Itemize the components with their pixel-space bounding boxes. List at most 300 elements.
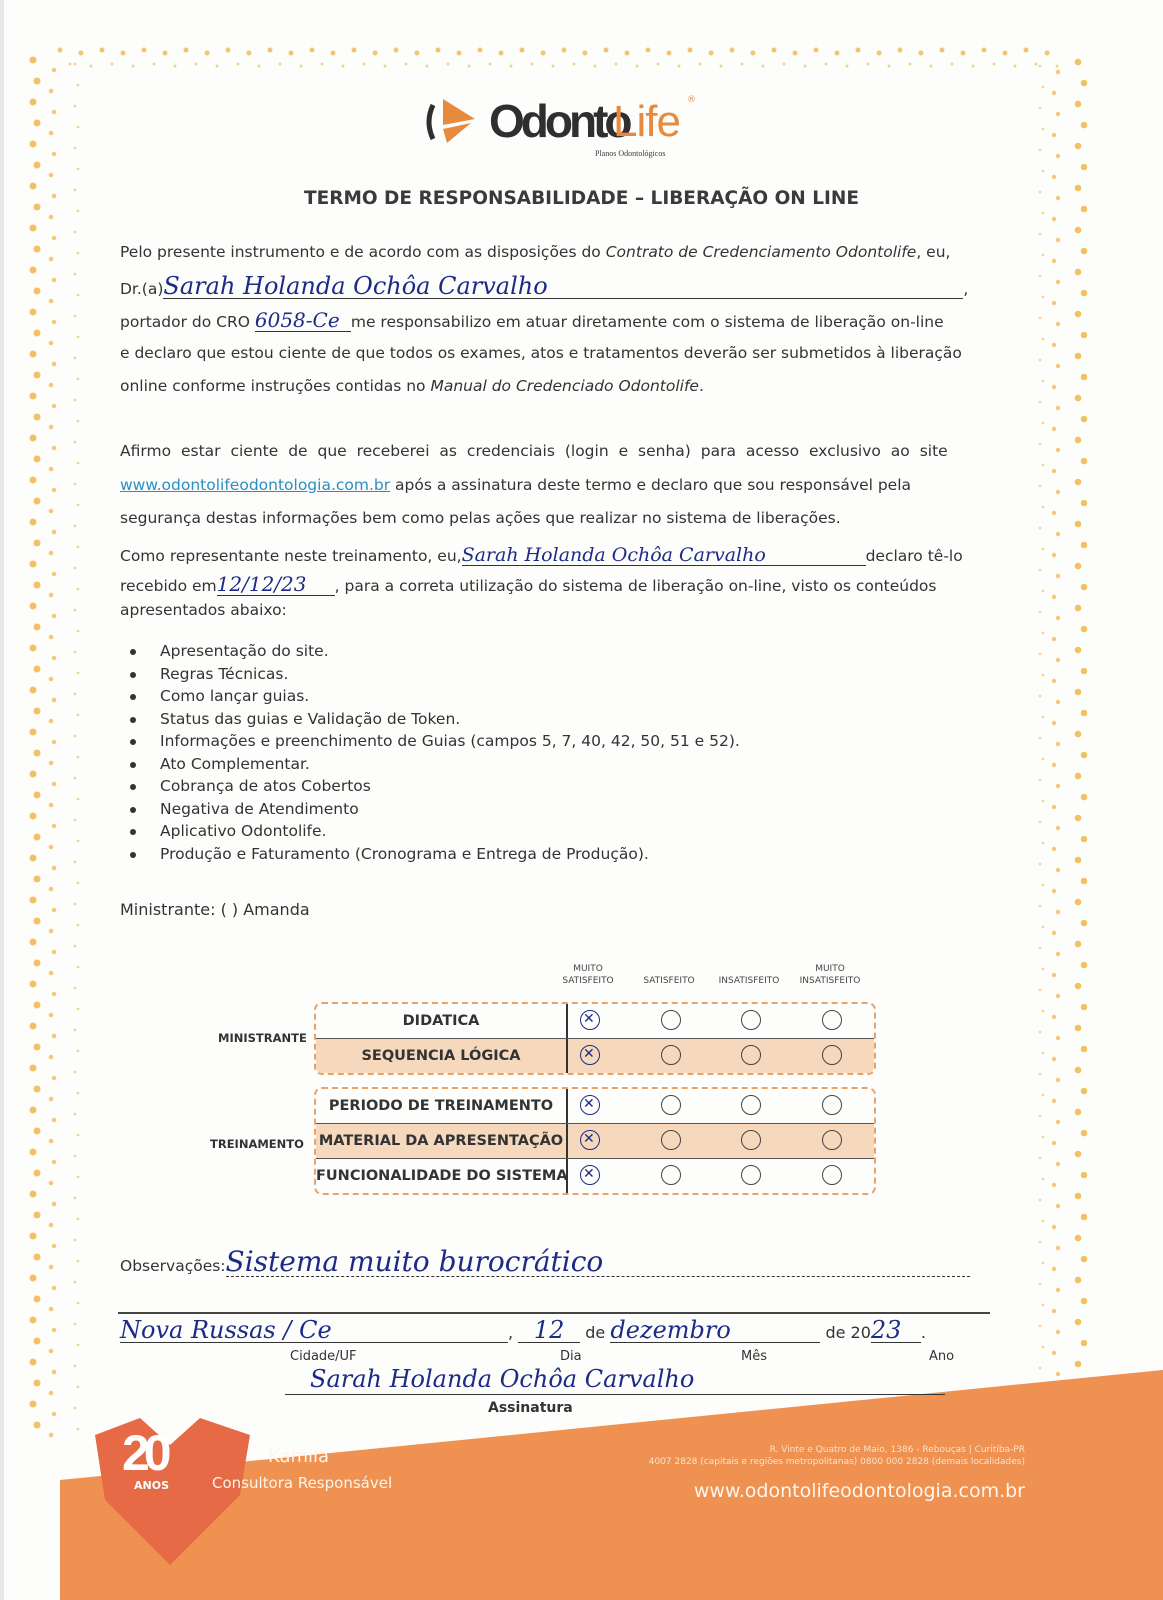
decorative-dot xyxy=(52,110,57,115)
decorative-dot xyxy=(49,1013,54,1018)
p1-line4: e declaro que estou ciente de que todos os exames, atos e tratamentos deverão ser submetidos à liberação xyxy=(120,344,962,362)
decorative-dot xyxy=(77,336,80,339)
decorative-dot xyxy=(30,1065,37,1072)
decorative-dot xyxy=(52,152,57,157)
topic-text: Regras Técnicas. xyxy=(160,664,289,683)
decorative-dot xyxy=(77,462,80,465)
radio-option-checked[interactable] xyxy=(580,1010,600,1030)
de-text-1: de xyxy=(585,1323,606,1342)
decorative-dot xyxy=(77,672,80,675)
decorative-dot xyxy=(1081,1214,1088,1221)
decorative-dot xyxy=(30,99,37,106)
decorative-dot xyxy=(34,540,41,547)
decorative-dot xyxy=(1052,1267,1056,1271)
radio-option[interactable] xyxy=(822,1165,842,1185)
decorative-dot xyxy=(1075,1067,1082,1074)
decorative-dot xyxy=(1042,800,1045,803)
decorative-dot xyxy=(77,1050,80,1053)
decorative-dot xyxy=(1042,128,1045,131)
year-field[interactable] xyxy=(871,1318,921,1343)
dr-name-field[interactable] xyxy=(163,274,963,299)
decorative-dot xyxy=(52,824,57,829)
decorative-dot xyxy=(1042,632,1045,635)
consultant-role: Consultora Responsável xyxy=(212,1474,393,1492)
decorative-dot xyxy=(1042,674,1045,677)
decorative-dot xyxy=(52,1286,57,1291)
decorative-dot xyxy=(1056,70,1060,74)
registered-mark: ® xyxy=(687,95,696,105)
topic-item xyxy=(130,843,740,866)
p1-line1 xyxy=(120,242,950,262)
decorative-dot xyxy=(49,341,54,346)
decorative-dot xyxy=(1056,154,1060,158)
decorative-dot xyxy=(373,51,378,56)
radio-option-checked[interactable] xyxy=(580,1130,600,1150)
decorative-dot xyxy=(174,65,177,68)
decorative-dot xyxy=(77,714,80,717)
decorative-dot xyxy=(30,435,37,442)
decorative-dot xyxy=(74,315,77,318)
decorative-dot xyxy=(1039,1073,1042,1076)
decorative-dot xyxy=(49,719,54,724)
decorative-dot xyxy=(49,887,54,892)
topic-item xyxy=(130,685,740,708)
decorative-dot xyxy=(77,168,80,171)
decorative-dot xyxy=(1081,1046,1088,1053)
decorative-dot xyxy=(562,48,567,53)
decorative-dot xyxy=(49,845,54,850)
city-field[interactable] xyxy=(120,1318,508,1343)
decorative-dot xyxy=(74,1155,77,1158)
decorative-dot xyxy=(1042,968,1045,971)
decorative-dot xyxy=(34,582,41,589)
decorative-dot xyxy=(1075,563,1082,570)
decorative-dot xyxy=(77,1344,80,1347)
decorative-dot xyxy=(34,330,41,337)
decorative-dot xyxy=(1081,878,1088,885)
decorative-dot xyxy=(52,1244,57,1249)
rating-row-label: SEQUENCIA LÓGICA xyxy=(316,1039,568,1073)
bullet-icon xyxy=(130,694,136,700)
decorative-dot xyxy=(1052,427,1056,431)
decorative-dot xyxy=(709,51,714,56)
decorative-dot xyxy=(49,383,54,388)
decorative-dot xyxy=(74,567,77,570)
column-header xyxy=(543,963,633,987)
decorative-dot xyxy=(541,51,546,56)
radio-option-checked[interactable] xyxy=(580,1165,600,1185)
decorative-dot xyxy=(1039,485,1042,488)
radio-option-checked[interactable] xyxy=(580,1095,600,1115)
radio-option[interactable] xyxy=(741,1165,761,1185)
decorative-dot xyxy=(34,1128,41,1135)
decorative-dot xyxy=(237,63,240,66)
decorative-dot xyxy=(1056,1288,1060,1292)
decorative-dot xyxy=(1042,716,1045,719)
decorative-dot xyxy=(1075,605,1082,612)
decorative-dot xyxy=(1081,248,1088,255)
decorative-dot xyxy=(1014,65,1017,68)
decorative-dot xyxy=(1042,1304,1045,1307)
decorative-dot xyxy=(363,63,366,66)
decorative-dot xyxy=(1056,1246,1060,1250)
decorative-dot xyxy=(1052,1057,1056,1061)
decorative-dot xyxy=(1039,905,1042,908)
decorative-dot xyxy=(52,1328,57,1333)
decorative-dot xyxy=(74,945,77,948)
decorative-dot xyxy=(74,1239,77,1242)
decorative-dot xyxy=(1075,731,1082,738)
radio-option[interactable] xyxy=(661,1010,681,1030)
decorative-dot xyxy=(74,1071,77,1074)
decorative-dot xyxy=(52,866,57,871)
decorative-dot xyxy=(30,1317,37,1324)
decorative-dot xyxy=(52,1160,57,1165)
p3-received-rest: , para a correta utilização do sistema de liberação on-line, visto os conteúdos xyxy=(334,577,937,595)
radio-option[interactable] xyxy=(822,1095,842,1115)
decorative-dot xyxy=(1081,1172,1088,1179)
decorative-dot xyxy=(142,48,147,53)
decorative-dot xyxy=(1052,175,1056,179)
rating-row-label: DIDATICA xyxy=(316,1004,568,1038)
decorative-dot xyxy=(1081,80,1088,87)
decorative-dot xyxy=(804,65,807,68)
decorative-dot xyxy=(34,1254,41,1261)
decorative-dot xyxy=(74,399,77,402)
observations-row xyxy=(120,1245,970,1278)
decorative-dot xyxy=(1075,353,1082,360)
rating-row-label: FUNCIONALIDADE DO SISTEMA xyxy=(316,1159,568,1193)
decorative-dot xyxy=(1052,721,1056,725)
decorative-dot xyxy=(52,908,57,913)
decorative-dot xyxy=(195,63,198,66)
decorative-dot xyxy=(1052,595,1056,599)
group-label-ministrante: MINISTRANTE xyxy=(218,1031,307,1045)
decorative-dot xyxy=(74,525,77,528)
decorative-dot xyxy=(49,467,54,472)
ministrante-option[interactable]: Ministrante: ( ) Amanda xyxy=(120,900,310,919)
radio-option[interactable] xyxy=(741,1010,761,1030)
decorative-dot xyxy=(30,351,37,358)
decorative-dot xyxy=(1075,647,1082,654)
footer-address-line: R. Vinte e Quatro de Maio, 1386 - Rebouças | Curitiba-PR xyxy=(769,1445,1025,1455)
topic-item xyxy=(130,640,740,663)
decorative-dot xyxy=(415,51,420,56)
decorative-dot xyxy=(1052,931,1056,935)
decorative-dot xyxy=(74,357,77,360)
decorative-dot xyxy=(30,1191,37,1198)
rating-row-label: MATERIAL DA APRESENTAÇÃO xyxy=(316,1124,568,1158)
decorative-dot xyxy=(49,173,54,178)
topic-item xyxy=(130,798,740,821)
decorative-dot xyxy=(258,65,261,68)
decorative-dot xyxy=(331,51,336,56)
decorative-dot xyxy=(1039,569,1042,572)
decorative-dot xyxy=(478,48,483,53)
decorative-dot xyxy=(1042,254,1045,257)
decorative-dot xyxy=(49,131,54,136)
decorative-dot xyxy=(489,63,492,66)
decorative-dot xyxy=(457,51,462,56)
site-link[interactable]: www.odontolifeodontologia.com.br xyxy=(120,476,391,494)
decorative-dot xyxy=(69,63,72,66)
decorative-dot xyxy=(384,65,387,68)
decorative-dot xyxy=(1081,1298,1088,1305)
p2-line2 xyxy=(120,475,911,495)
decorative-dot xyxy=(1052,1309,1056,1313)
decorative-dot xyxy=(30,981,37,988)
footer-url[interactable]: www.odontolifeodontologia.com.br xyxy=(693,1480,1025,1502)
decorative-dot xyxy=(1039,1115,1042,1118)
city-caption: Cidade/UF xyxy=(290,1349,357,1364)
bullet-icon xyxy=(130,762,136,768)
decorative-dot xyxy=(1042,1220,1045,1223)
decorative-dot xyxy=(1039,989,1042,992)
decorative-dot xyxy=(352,48,357,53)
decorative-dot xyxy=(1081,626,1088,633)
p2-line1: Afirmo estar ciente de que receberei as credenciais (login e senha) para acesso exclusivo ao site xyxy=(120,442,948,460)
radio-option[interactable] xyxy=(661,1095,681,1115)
decorative-dot xyxy=(77,924,80,927)
radio-option-checked[interactable] xyxy=(580,1045,600,1065)
decorative-dot xyxy=(77,882,80,885)
radio-option[interactable] xyxy=(741,1095,761,1115)
received-date-field[interactable] xyxy=(217,574,335,596)
decorative-dot xyxy=(52,446,57,451)
decorative-dot xyxy=(1039,1031,1042,1034)
decorative-dot xyxy=(1039,1199,1042,1202)
decorative-dot xyxy=(1042,1346,1045,1349)
decorative-dot xyxy=(52,698,57,703)
decorative-dot xyxy=(1042,86,1045,89)
decorative-dot xyxy=(34,1212,41,1219)
decorative-dot xyxy=(74,819,77,822)
decorative-dot xyxy=(1052,637,1056,641)
decorative-dot xyxy=(1081,416,1088,423)
topic-item xyxy=(130,775,740,798)
p1-line3 xyxy=(120,310,944,332)
decorative-dot xyxy=(153,63,156,66)
decorative-dot xyxy=(1075,1235,1082,1242)
radio-option[interactable] xyxy=(741,1045,761,1065)
decorative-dot xyxy=(74,609,77,612)
decorative-dot xyxy=(52,572,57,577)
decorative-dot xyxy=(1081,1256,1088,1263)
decorative-dot xyxy=(30,57,37,64)
decorative-dot xyxy=(77,378,80,381)
decorative-dot xyxy=(604,48,609,53)
decorative-dot xyxy=(1039,107,1042,110)
decorative-dot xyxy=(1042,506,1045,509)
decorative-dot xyxy=(30,645,37,652)
decorative-dot xyxy=(321,63,324,66)
representative-name-field[interactable] xyxy=(462,546,866,566)
decorative-dot xyxy=(1056,1204,1060,1208)
decorative-dot xyxy=(34,372,41,379)
manual-name: Manual do Credenciado Odontolife xyxy=(430,377,699,395)
city-value: Nova Russas / Ce xyxy=(120,1316,332,1344)
decorative-dot xyxy=(1042,590,1045,593)
decorative-dot xyxy=(30,771,37,778)
cro-field[interactable] xyxy=(255,310,351,332)
decorative-dot xyxy=(1052,553,1056,557)
decorative-dot xyxy=(1056,616,1060,620)
decorative-dot xyxy=(552,65,555,68)
decorative-dot xyxy=(1042,758,1045,761)
decorative-dot xyxy=(52,278,57,283)
rating-row xyxy=(316,1039,874,1073)
decorative-dot xyxy=(678,65,681,68)
decorative-dot xyxy=(1039,275,1042,278)
decorative-dot xyxy=(77,252,80,255)
decorative-dot xyxy=(1056,952,1060,956)
place-date-row: Nova Russas / Ce , 12 de dezembro de 2023 . xyxy=(120,1316,926,1344)
decorative-dot xyxy=(74,483,77,486)
decorative-dot xyxy=(77,294,80,297)
decorative-dot xyxy=(814,48,819,53)
radio-option[interactable] xyxy=(741,1130,761,1150)
dr-name-value: Sarah Holanda Ochôa Carvalho xyxy=(163,272,548,300)
decorative-dot xyxy=(30,267,37,274)
year-value: 23 xyxy=(870,1316,902,1344)
decorative-dot xyxy=(34,162,41,169)
decorative-dot xyxy=(34,414,41,421)
decorative-dot xyxy=(1081,920,1088,927)
decorative-dot xyxy=(1056,868,1060,872)
column-header-line1 xyxy=(704,963,794,975)
decorative-dot xyxy=(1075,227,1082,234)
decorative-dot xyxy=(77,1260,80,1263)
decorative-dot xyxy=(1081,962,1088,969)
dr-label: Dr.(a) xyxy=(120,280,164,298)
decorative-dot xyxy=(247,51,252,56)
decorative-dot xyxy=(49,299,54,304)
decorative-dot xyxy=(49,803,54,808)
decorative-dot xyxy=(1042,1094,1045,1097)
radio-option[interactable] xyxy=(661,1130,681,1150)
decorative-dot xyxy=(1081,752,1088,759)
decorative-dot xyxy=(74,861,77,864)
decorative-dot xyxy=(1042,296,1045,299)
decorative-dot xyxy=(30,519,37,526)
decorative-dot xyxy=(1039,65,1042,68)
column-header xyxy=(704,963,794,987)
decorative-dot xyxy=(49,509,54,514)
decorative-dot xyxy=(930,65,933,68)
decorative-dot xyxy=(1039,779,1042,782)
decorative-dot xyxy=(52,530,57,535)
observations-label: Observações: xyxy=(120,1257,226,1275)
radio-option[interactable] xyxy=(661,1045,681,1065)
decorative-dot xyxy=(52,404,57,409)
decorative-dot xyxy=(1039,317,1042,320)
rating-row xyxy=(316,1124,874,1159)
decorative-dot xyxy=(74,651,77,654)
day-value: 12 xyxy=(533,1316,565,1344)
day-caption: Dia xyxy=(560,1349,582,1364)
decorative-dot xyxy=(1039,695,1042,698)
observations-value: Sistema muito burocrático xyxy=(225,1245,604,1278)
cro-label: portador do CRO xyxy=(120,313,255,331)
logo-tagline: Planos Odontológicos xyxy=(595,149,666,158)
column-header-line1 xyxy=(624,963,714,975)
received-date-value: 12/12/23 xyxy=(216,572,307,596)
decorative-dot xyxy=(594,65,597,68)
decorative-dot xyxy=(49,761,54,766)
radio-option[interactable] xyxy=(822,1045,842,1065)
decorative-dot xyxy=(1039,1157,1042,1160)
decorative-dot xyxy=(751,51,756,56)
decorative-dot xyxy=(982,48,987,53)
decorative-dot xyxy=(1039,863,1042,866)
decorative-dot xyxy=(835,51,840,56)
decorative-dot xyxy=(657,63,660,66)
decorative-dot xyxy=(100,48,105,53)
decorative-dot xyxy=(268,48,273,53)
decorative-dot xyxy=(510,65,513,68)
decorative-dot xyxy=(52,320,57,325)
decorative-dot xyxy=(1056,238,1060,242)
decorative-dot xyxy=(77,966,80,969)
radio-option[interactable] xyxy=(822,1130,842,1150)
topic-item xyxy=(130,663,740,686)
decorative-dot xyxy=(1039,1241,1042,1244)
decorative-dot xyxy=(49,89,54,94)
decorative-dot xyxy=(1042,1262,1045,1265)
representative-name-value: Sarah Holanda Ochôa Carvalho xyxy=(461,544,766,566)
year-caption: Ano xyxy=(929,1349,955,1364)
radio-option[interactable] xyxy=(661,1165,681,1185)
decorative-dot xyxy=(279,63,282,66)
month-field[interactable] xyxy=(610,1318,820,1343)
observations-field[interactable] xyxy=(225,1245,970,1278)
day-field[interactable] xyxy=(518,1318,580,1343)
decorative-dot xyxy=(1042,1136,1045,1139)
decorative-dot xyxy=(1052,91,1056,95)
decorative-dot xyxy=(49,425,54,430)
decorative-dot xyxy=(1081,164,1088,171)
decorative-dot xyxy=(615,63,618,66)
p1-cro-after: me responsabilizo em atuar diretamente com o sistema de liberação on-line xyxy=(350,313,944,331)
decorative-dot xyxy=(30,813,37,820)
decorative-dot xyxy=(77,546,80,549)
footer-phones-line: 4007 2828 (capitais e regiões metropolitanas) 0800 000 2828 (demais localidades) xyxy=(648,1457,1025,1467)
anniversary-badge-number: 20 xyxy=(122,1425,166,1481)
decorative-dot xyxy=(1081,794,1088,801)
column-header xyxy=(624,963,714,987)
decorative-dot xyxy=(1081,1130,1088,1137)
topic-text: Aplicativo Odontolife. xyxy=(160,822,327,840)
decorative-dot xyxy=(74,1113,77,1116)
decorative-dot xyxy=(49,971,54,976)
decorative-dot xyxy=(30,561,37,568)
decorative-dot xyxy=(993,63,996,66)
decorative-dot xyxy=(1039,1325,1042,1328)
decorative-dot xyxy=(34,918,41,925)
radio-option[interactable] xyxy=(822,1010,842,1030)
decorative-dot xyxy=(1056,910,1060,914)
decorative-dot xyxy=(688,48,693,53)
decorative-dot xyxy=(1052,1183,1056,1187)
decorative-dot xyxy=(34,246,41,253)
decorative-dot xyxy=(447,63,450,66)
decorative-dot xyxy=(34,876,41,883)
decorative-dot xyxy=(972,65,975,68)
signature-field[interactable] xyxy=(310,1367,694,1395)
bullet-icon xyxy=(130,784,136,790)
decorative-dot xyxy=(1039,821,1042,824)
decorative-dot xyxy=(49,1307,54,1312)
